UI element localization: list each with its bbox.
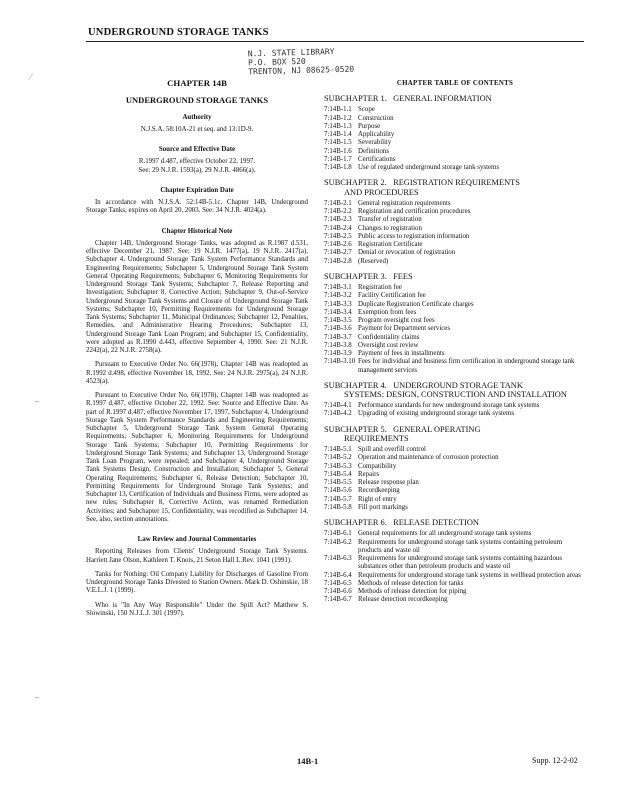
toc-entry bbox=[324, 479, 586, 487]
law-review-heading: Law Review and Journal Commentaries bbox=[137, 536, 257, 543]
toc-subchapter-title: SUBCHAPTER 5. GENERAL OPERATING bbox=[324, 424, 481, 434]
toc-section-title: Applicability bbox=[358, 131, 395, 139]
toc-section-title: Spill and overfill control bbox=[358, 446, 426, 454]
toc-entry bbox=[324, 588, 586, 596]
toc-entry bbox=[324, 555, 586, 572]
supplement-date: Supp. 12-2-02 bbox=[532, 756, 578, 765]
toc-entry bbox=[324, 225, 586, 233]
toc-section-number: 7:14B-1.2 bbox=[324, 114, 352, 122]
toc-entry bbox=[324, 148, 586, 156]
toc-section-title: Certifications bbox=[358, 155, 396, 163]
toc-section-title: Exemption from fees bbox=[358, 308, 417, 316]
toc-section-number: 7:14B-3.1 bbox=[324, 284, 352, 292]
library-stamp bbox=[248, 47, 355, 77]
toc-section-title: General requirements for all underground storage tank systems bbox=[358, 530, 532, 538]
toc-section-number: 7:14B-2.4 bbox=[324, 224, 352, 232]
authority-heading: Authority bbox=[182, 113, 212, 121]
toc-entry bbox=[324, 454, 586, 462]
toc-subchapter-title-cont: SYSTEMS: DESIGN, CONSTRUCTION AND INSTALLATION bbox=[344, 390, 567, 400]
toc-subchapter-title-cont: AND PROCEDURES bbox=[344, 187, 419, 197]
stamp-line: P.O. BOX 520 bbox=[247, 56, 306, 68]
toc-section-number: 7:14B-3.6 bbox=[324, 325, 352, 333]
table-of-contents bbox=[324, 80, 586, 605]
toc-entry bbox=[324, 233, 586, 241]
toc-entry bbox=[324, 325, 586, 333]
running-header: UNDERGROUND STORAGE TANKS bbox=[88, 27, 269, 38]
toc-section-title: Changes to registration bbox=[358, 224, 422, 232]
toc-section-number: 7:14B-2.2 bbox=[324, 208, 352, 216]
toc-heading: CHAPTER TABLE OF CONTENTS bbox=[396, 80, 514, 87]
toc-section-number: 7:14B-2.8 bbox=[324, 257, 352, 265]
toc-section-title: Compatibility bbox=[358, 462, 397, 470]
toc-section-number: 7:14B-1.1 bbox=[324, 106, 352, 114]
toc-entry bbox=[324, 301, 586, 309]
toc-section-number: 7:14B-6.3 bbox=[324, 555, 352, 563]
toc-entry bbox=[324, 358, 586, 375]
source-text: R.1997 d.487, effective October 22, 1997. bbox=[138, 158, 256, 166]
toc-section-number: 7:14B-6.4 bbox=[324, 571, 352, 579]
toc-section-number: 7:14B-5.4 bbox=[324, 470, 352, 478]
history-paragraph: Chapter 14B, Underground Storage Tanks, was adopted as R.1987 d.531, effective December 21, 1987. See: 19 N.J.R. 1477(a), 19 N.J.R. 2417(a). Subchapter 4, Underground Storage Tank System Performance Standards and Engineering Requirements; Subchapter 5, Underground Storage Tank System General Operating Requirements; Subchapter 6, Monitoring Requirements for Underground Storage Tank Systems; Subchapter 7, Release Reporting and Investigation; Subchapter 8, Corrective Action; Subchapter 9, Out-of-Service Underground Storage Tank Systems and Closure of Underground Storage Tank Systems; Subchapter 10, Permitting Requirements for Underground Storage Tank Systems; Subchapter 11, Municipal Ordinances; Subchapter 12, Penalties, Remedies, and Administrative Hearing Procedures; Subchapter 13, Underground Storage Tank Loan Program; and Subchapter 15, Confidentiality, were adopted as R.1990 d.443, effective September 4, 1990. See: 21 N.J.R. 2242(a), 22 N.J.R. 2758(a). bbox=[86, 239, 308, 354]
toc-subchapter-heading bbox=[324, 381, 586, 399]
toc-section-title: Fees for individual and business firm certification in underground storage tank management services bbox=[358, 358, 575, 374]
toc-section-title: Performance standards for new underground storage tank systems bbox=[358, 402, 540, 410]
chapter-title: UNDERGROUND STORAGE TANKS bbox=[125, 95, 269, 106]
toc-section-title: Use of regulated underground storage tank systems bbox=[358, 164, 500, 172]
toc-entry bbox=[324, 131, 586, 139]
toc-section-number: 7:14B-4.2 bbox=[324, 410, 352, 418]
toc-section-number: 7:14B-1.4 bbox=[324, 131, 352, 139]
toc-section-number: 7:14B-1.3 bbox=[324, 122, 352, 130]
margin-mark: ⌣ bbox=[34, 692, 40, 702]
toc-section-number: 7:14B-3.10 bbox=[324, 358, 356, 366]
toc-subchapter-heading bbox=[324, 178, 586, 196]
toc-entry bbox=[324, 200, 586, 208]
toc-entry bbox=[324, 350, 586, 358]
toc-section-title: Oversight cost review bbox=[358, 341, 419, 349]
toc-entry bbox=[324, 216, 586, 224]
left-column bbox=[86, 79, 308, 624]
toc-entry bbox=[324, 539, 586, 556]
toc-section-title: Denial or revocation of registration bbox=[358, 249, 456, 257]
toc-entry bbox=[324, 410, 586, 418]
expiration-heading: Chapter Expiration Date bbox=[160, 186, 234, 194]
toc-section-title: Requirements for underground storage tank systems in wellhead protection areas bbox=[358, 571, 581, 579]
toc-entry bbox=[324, 317, 586, 325]
toc-entry bbox=[324, 309, 586, 317]
toc-section-number: 7:14B-6.1 bbox=[324, 530, 352, 538]
toc-section-number: 7:14B-1.7 bbox=[324, 155, 352, 163]
toc-section-title: Facility Certification fee bbox=[358, 292, 426, 300]
toc-section-title: Recordkeeping bbox=[358, 487, 400, 495]
toc-section-number: 7:14B-3.7 bbox=[324, 333, 352, 341]
toc-entry bbox=[324, 249, 586, 257]
toc-section-number: 7:14B-3.9 bbox=[324, 350, 352, 358]
toc-body bbox=[324, 94, 586, 604]
toc-entry bbox=[324, 106, 586, 114]
toc-subchapter-title: SUBCHAPTER 6. RELEASE DETECTION bbox=[324, 518, 479, 528]
toc-subchapter-title: SUBCHAPTER 3. FEES bbox=[324, 271, 413, 281]
toc-subchapter-heading bbox=[324, 272, 586, 281]
toc-subchapter-heading bbox=[324, 425, 586, 443]
toc-entry bbox=[324, 446, 586, 454]
toc-section-number: 7:14B-2.6 bbox=[324, 241, 352, 249]
toc-section-number: 7:14B-5.1 bbox=[324, 446, 352, 454]
toc-section-number: 7:14B-5.7 bbox=[324, 495, 352, 503]
toc-entry bbox=[324, 496, 586, 504]
toc-section-number: 7:14B-6.5 bbox=[324, 579, 352, 587]
margin-mark: ⁄ bbox=[30, 72, 32, 82]
authority-text: N.J.S.A. 58:10A-21 et seq. and 13:1D-9. bbox=[140, 125, 254, 133]
toc-section-number: 7:14B-2.1 bbox=[324, 199, 352, 207]
header-rule bbox=[86, 41, 584, 42]
toc-section-number: 7:14B-3.2 bbox=[324, 292, 352, 300]
toc-section-title: Duplicate Registration Certificate charges bbox=[358, 300, 474, 308]
toc-section-number: 7:14B-6.2 bbox=[324, 538, 352, 546]
law-review-entry: Reporting Releases from Clients' Underground Storage Tank Systems. Harriett Jane Olson, Kathleen T. Knois, 21 Seton Hall L.Rev. 1041 (1991). bbox=[86, 548, 308, 564]
toc-section-title: Requirements for underground storage tank systems containing petroleum products and waste oil bbox=[358, 538, 563, 554]
law-review-entry: Tanks for Nothing: Oil Company Liability for Discharges of Gasoline From Underground Storage Tanks Divested to Station Owners. Mark D. Oshinskie, 18 V.E.L.J. 1 (1999). bbox=[86, 570, 308, 595]
chapter-number: CHAPTER 14B bbox=[167, 78, 227, 88]
toc-subchapter-heading bbox=[324, 518, 586, 527]
toc-entry bbox=[324, 471, 586, 479]
toc-section-number: 7:14B-1.5 bbox=[324, 139, 352, 147]
toc-section-number: 7:14B-2.3 bbox=[324, 216, 352, 224]
toc-section-title: Registration fee bbox=[358, 284, 402, 292]
margin-mark: ⌣ bbox=[34, 396, 40, 406]
toc-section-title: Upgrading of existing underground storage tank systems bbox=[358, 410, 515, 418]
toc-entry bbox=[324, 241, 586, 249]
toc-subchapter-title: SUBCHAPTER 1. GENERAL INFORMATION bbox=[324, 94, 492, 104]
toc-subchapter-title: SUBCHAPTER 2. REGISTRATION REQUIREMENTS bbox=[324, 178, 520, 188]
toc-section-number: 7:14B-1.8 bbox=[324, 164, 352, 172]
toc-section-title: Release detection recordkeeping bbox=[358, 596, 448, 604]
source-heading: Source and Effective Date bbox=[158, 146, 236, 153]
toc-section-number: 7:14B-4.1 bbox=[324, 402, 352, 410]
history-paragraph: Pursuant to Executive Order No. 66(1978), Chapter 14B was readopted as R.1997 d.487, effective October 22, 1992. See: Source and Effective Date. As part of R.1997 d.487, effective November 17, 1997, Subchapter 4, Underground Storage Tank System Performance Standards and Engineering Requirements; Subchapter 5, Underground Storage Tank System General Operating Requirements; Subchapter 6, Monitoring Requirements for Underground Storage Tank Systems; Subchapter 10, Permitting Requirements for Underground Storage Tank Systems; and Subchapter 13, Underground Storage Tank Loan Program, were repealed; and Subchapter 4, Underground Storage Tank Systems Design, Construction and Installation; Subchapter 5, General Operating Requirements; Subchapter 6, Release Detection; Subchapter 10, Permitting Requirements for Underground Storage Tank Systems; and Subchapter 13, Certification of Individuals and Business Firms, were adopted as new rules; Subchapter 8, Corrective Action, was renamed Remediation Activities; and Subchapter 15, Confidentiality, was recodified as Subchapter 14. See, also, section annotations. bbox=[86, 392, 308, 523]
toc-entry bbox=[324, 487, 586, 495]
toc-section-number: 7:14B-6.7 bbox=[324, 596, 352, 604]
toc-section-title: Definitions bbox=[358, 147, 390, 155]
toc-entry bbox=[324, 156, 586, 164]
toc-section-number: 7:14B-6.6 bbox=[324, 588, 352, 596]
toc-section-title: General registration requirements bbox=[358, 199, 451, 207]
toc-section-title: Repairs bbox=[358, 470, 380, 478]
toc-section-title: Payment of fees in installments bbox=[358, 350, 445, 358]
toc-section-number: 7:14B-3.3 bbox=[324, 300, 352, 308]
toc-section-title: Release response plan bbox=[358, 479, 419, 487]
toc-section-title: Transfer of registration bbox=[358, 216, 422, 224]
toc-section-title: Requirements for underground storage tank systems containing hazardous substances other than petroleum products and waste oil bbox=[358, 555, 563, 571]
toc-section-title: Purpose bbox=[358, 122, 381, 130]
toc-entry bbox=[324, 139, 586, 147]
toc-entry bbox=[324, 292, 586, 300]
toc-subchapter-title: SUBCHAPTER 4. UNDERGROUND STORAGE TANK bbox=[324, 380, 523, 390]
toc-entry bbox=[324, 572, 586, 580]
toc-section-title: Methods of release detection for tanks bbox=[358, 579, 464, 587]
toc-section-number: 7:14B-5.6 bbox=[324, 487, 352, 495]
toc-section-title: Methods of release detection for piping bbox=[358, 588, 467, 596]
toc-entry bbox=[324, 580, 586, 588]
toc-section-number: 7:14B-5.2 bbox=[324, 454, 352, 462]
toc-entry bbox=[324, 402, 586, 410]
toc-entry bbox=[324, 334, 586, 342]
law-review-entry: Who is "In Any Way Responsible" Under the Spill Act? Matthew S. Slowinski, 150 N.J.L.J. 301 (1997). bbox=[86, 601, 308, 617]
toc-entry bbox=[324, 342, 586, 350]
toc-section-title: Construction bbox=[358, 114, 394, 122]
toc-section-number: 7:14B-5.3 bbox=[324, 462, 352, 470]
toc-entry bbox=[324, 596, 586, 604]
toc-section-title: Severability bbox=[358, 139, 392, 147]
toc-section-title: Program oversight cost fees bbox=[358, 317, 435, 325]
history-paragraph: Pursuant to Executive Order No. 66(1978), Chapter 14B was readopted as R.1992 d.498, effective November 18, 1992. See: 24 N.J.R. 2975(a), 24 N.J.R. 4523(a). bbox=[86, 361, 308, 385]
toc-section-title: Operation and maintenance of corrosion protection bbox=[358, 454, 499, 462]
toc-subchapter-heading bbox=[324, 94, 586, 103]
page-number: 14B-1 bbox=[297, 756, 319, 766]
toc-entry bbox=[324, 284, 586, 292]
toc-section-title: Registration Certificate bbox=[358, 241, 423, 249]
toc-section-number: 7:14B-3.8 bbox=[324, 341, 352, 349]
toc-entry bbox=[324, 530, 586, 538]
stamp-line: N.J. STATE LIBRARY bbox=[247, 47, 335, 59]
toc-section-title: Right of entry bbox=[358, 495, 397, 503]
toc-section-title: Payment for Department services bbox=[358, 325, 451, 333]
toc-section-title: Registration and certification procedures bbox=[358, 208, 471, 216]
toc-entry bbox=[324, 115, 586, 123]
toc-entry bbox=[324, 208, 586, 216]
toc-section-number: 7:14B-1.6 bbox=[324, 147, 352, 155]
toc-section-title: (Reserved) bbox=[358, 257, 389, 265]
history-heading: Chapter Historical Note bbox=[161, 227, 233, 235]
toc-section-number: 7:14B-3.4 bbox=[324, 308, 352, 316]
toc-section-title: Scope bbox=[358, 106, 375, 114]
toc-section-number: 7:14B-2.7 bbox=[324, 249, 352, 257]
stamp-line: TRENTON, NJ 08625-0520 bbox=[248, 64, 355, 77]
toc-section-number: 7:14B-5.5 bbox=[324, 479, 352, 487]
toc-section-number: 7:14B-3.5 bbox=[324, 317, 352, 325]
toc-entry bbox=[324, 258, 586, 266]
toc-entry bbox=[324, 123, 586, 131]
toc-section-title: Fill port markings bbox=[358, 503, 408, 511]
toc-subchapter-title-cont: REQUIREMENTS bbox=[344, 433, 409, 443]
toc-section-number: 7:14B-2.5 bbox=[324, 232, 352, 240]
toc-section-number: 7:14B-5.8 bbox=[324, 503, 352, 511]
source-text: See: 29 N.J.R. 1593(a), 29 N.J.R. 4866(a). bbox=[138, 166, 256, 174]
toc-section-title: Public access to registration information bbox=[358, 232, 470, 240]
toc-entry bbox=[324, 504, 586, 512]
expiration-text: In accordance with N.J.S.A. 52:14B-5.1c, Chapter 14B, Underground Storage Tanks, expires on April 20, 2003. See: 34 N.J.R. 4024(a). bbox=[86, 199, 308, 215]
toc-entry bbox=[324, 463, 586, 471]
toc-section-title: Confidentiality claims bbox=[358, 333, 420, 341]
toc-entry bbox=[324, 164, 586, 172]
